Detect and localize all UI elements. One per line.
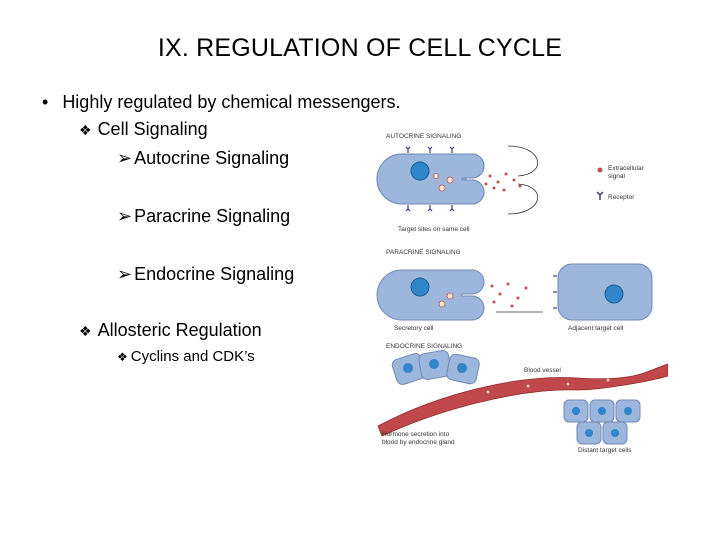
endocrine-gland-cells xyxy=(391,350,481,386)
secretory-cell-caption: Secretory cell xyxy=(394,325,434,332)
distant-target-cells xyxy=(564,400,640,444)
subitem-cyclins xyxy=(117,348,255,365)
bullet-marker: • xyxy=(42,92,49,112)
subitem-text: Autocrine Signaling xyxy=(134,148,290,168)
subitem-allosteric xyxy=(79,320,262,341)
secretory-cell xyxy=(377,270,484,320)
paracrine-heading: PARACRINE SIGNALING xyxy=(386,249,461,256)
subitem-endocrine xyxy=(117,264,294,285)
subitem-text: Cell Signaling xyxy=(97,119,208,139)
subitem-text: Allosteric Regulation xyxy=(97,320,262,340)
autocrine-signals xyxy=(485,173,522,192)
target-sites-caption: Target sites on same cell xyxy=(398,226,470,233)
signal-legend-icon xyxy=(598,168,603,173)
blood-vessel-caption: Blood vessel xyxy=(524,367,561,374)
endocrine-heading: ENDOCRINE SIGNALING xyxy=(386,343,463,350)
distant-targets-caption: Distant target cells xyxy=(578,447,632,454)
bullet-text: Highly regulated by chemical messengers. xyxy=(62,92,401,112)
subitem-cell-signaling xyxy=(79,119,208,140)
diamond-marker-icon: ❖ xyxy=(79,122,92,138)
arrow-marker-icon: ➢ xyxy=(117,264,133,284)
legend-receptor: Receptor xyxy=(608,194,635,201)
secretory-nucleus xyxy=(411,278,429,296)
autocrine-nucleus xyxy=(411,162,429,180)
hormone-caption-line1: Hormone secretion into xyxy=(382,431,450,438)
hormone-caption-line2: blood by endocrine gland xyxy=(382,439,455,446)
arrow-marker-icon: ➢ xyxy=(117,148,133,168)
legend-signal-line2: signal xyxy=(608,173,625,180)
diamond-marker-icon: ❖ xyxy=(117,350,128,364)
paracrine-receptors xyxy=(553,276,557,308)
legend-signal-line1: Extracellular xyxy=(608,165,644,172)
arrow-marker-icon: ➢ xyxy=(117,206,133,226)
subitem-text: Endocrine Signaling xyxy=(134,264,295,284)
subitem-paracrine xyxy=(117,206,290,227)
autocrine-arrow-top xyxy=(508,146,538,176)
diamond-marker-icon: ❖ xyxy=(79,323,92,339)
subitem-autocrine xyxy=(117,148,289,169)
adjacent-target-caption: Adjacent target cell xyxy=(568,325,624,332)
target-nucleus xyxy=(605,285,623,303)
bullet-item-main xyxy=(42,92,400,113)
paracrine-signals xyxy=(491,283,528,308)
slide-title: IX. REGULATION OF CELL CYCLE xyxy=(157,34,563,62)
receptor-legend-icon xyxy=(597,192,603,200)
subitem-text: Paracrine Signaling xyxy=(134,206,291,226)
autocrine-heading: AUTOCRINE SIGNALING xyxy=(386,133,462,140)
subitem-text: Cyclins and CDK’s xyxy=(130,348,255,365)
cell-signaling-figure xyxy=(368,124,668,464)
autocrine-arrow-bottom xyxy=(508,184,538,214)
